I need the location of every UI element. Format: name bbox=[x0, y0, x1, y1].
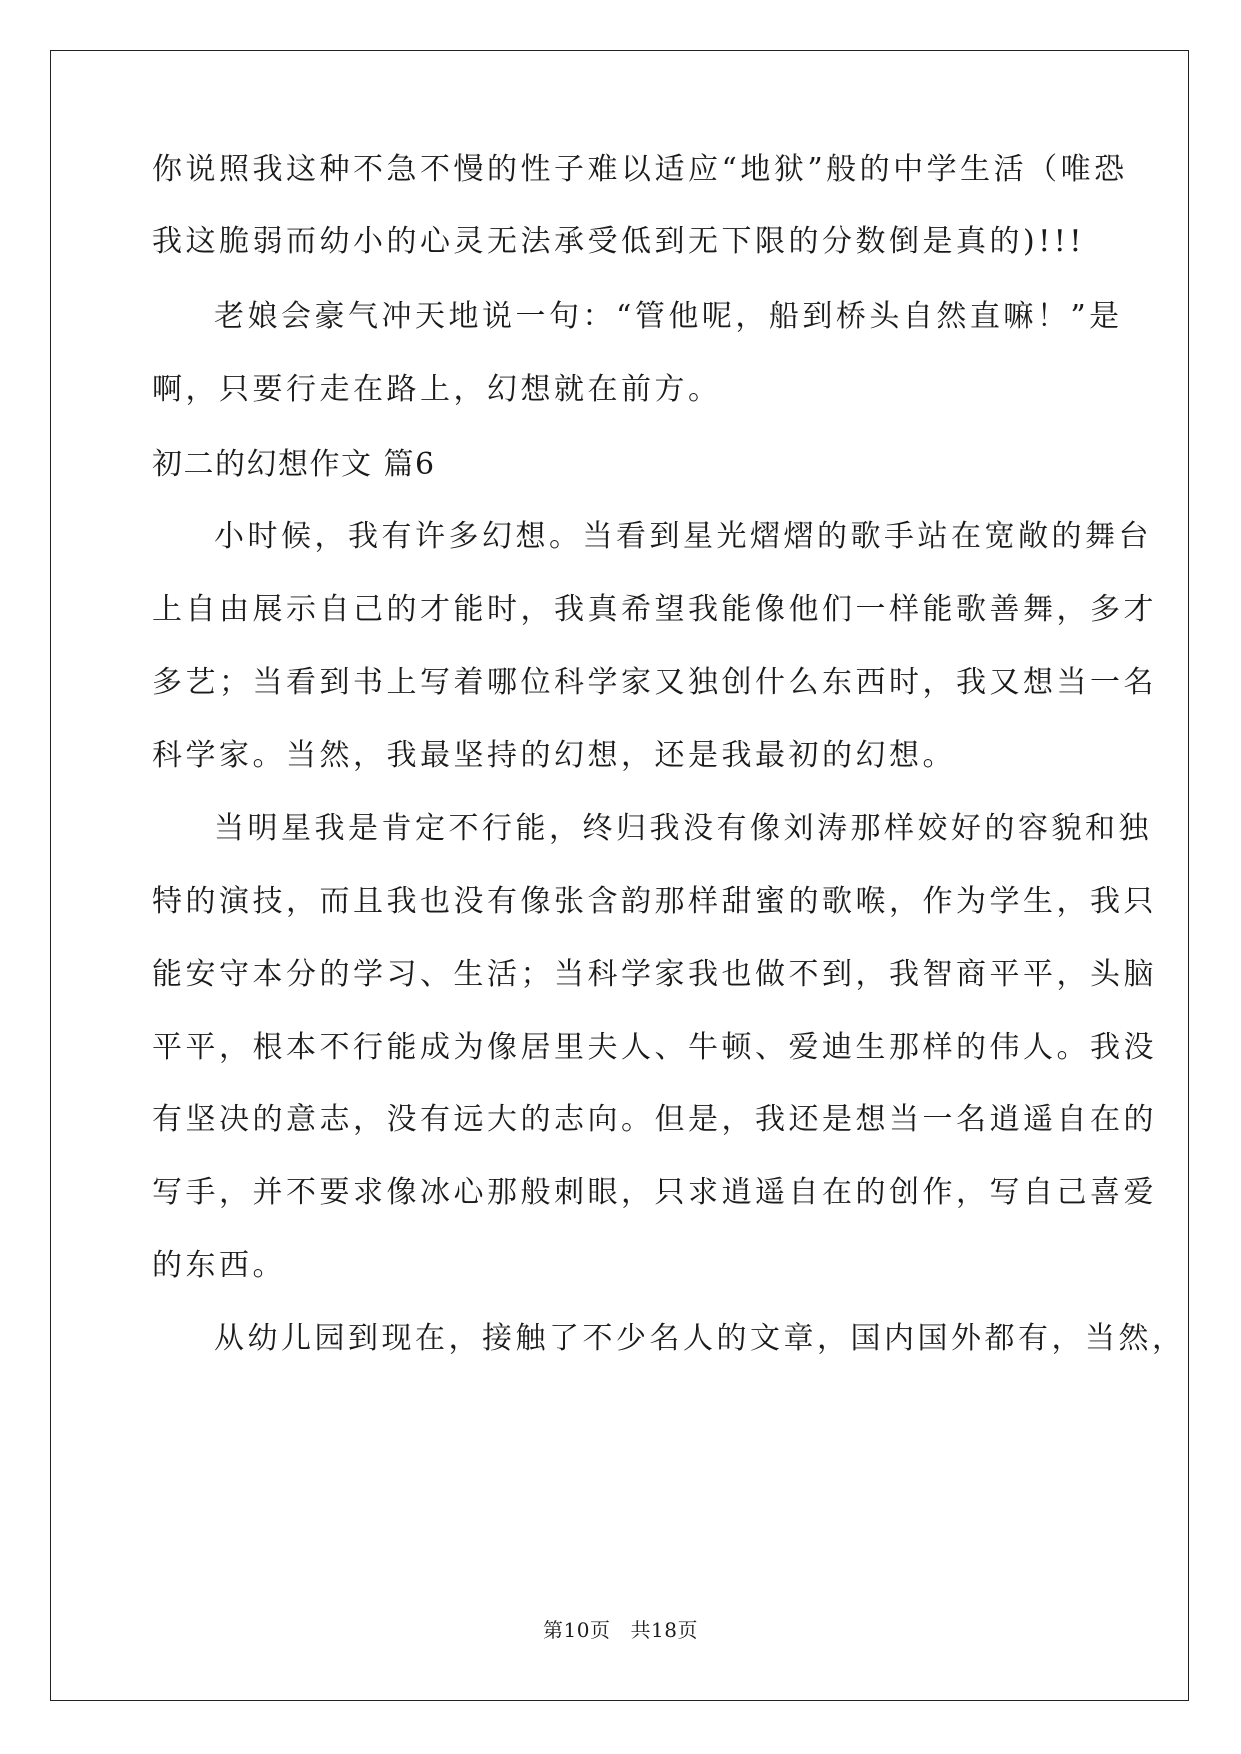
paragraph-line: 多艺；当看到书上写着哪位科学家又独创什么东西时，我又想当一名 bbox=[152, 665, 1157, 700]
paragraph-line: 写手，并不要求像冰心那般刺眼，只求逍遥自在的创作，写自己喜爱 bbox=[152, 1175, 1157, 1210]
paragraph-line: 老娘会豪气冲天地说一句：“管他呢，船到桥头自然直嘛！”是 bbox=[214, 299, 1123, 334]
paragraph-line: 平平，根本不行能成为像居里夫人、牛顿、爱迪生那样的伟人。我没 bbox=[152, 1030, 1157, 1065]
paragraph-line: 能安守本分的学习、生活；当科学家我也做不到，我智商平平，头脑 bbox=[152, 957, 1157, 992]
paragraph-line: 小时候，我有许多幻想。当看到星光熠熠的歌手站在宽敞的舞台 bbox=[214, 519, 1152, 554]
paragraph-line: 你说照我这种不急不慢的性子难以适应“地狱”般的中学生活（唯恐 bbox=[152, 152, 1128, 187]
paragraph-line: 啊，只要行走在路上，幻想就在前方。 bbox=[152, 372, 722, 407]
paragraph-line: 有坚决的意志，没有远大的志向。但是，我还是想当一名逍遥自在的 bbox=[152, 1102, 1157, 1137]
page-total: 共18页 bbox=[630, 1618, 698, 1642]
paragraph-line: 从幼儿园到现在，接触了不少名人的文章，国内国外都有，当然， bbox=[214, 1321, 1186, 1356]
paragraph-line: 特的演技，而且我也没有像张含韵那样甜蜜的歌喉，作为学生，我只 bbox=[152, 884, 1157, 919]
paragraph-line: 的东西。 bbox=[152, 1248, 286, 1283]
paragraph-line: 科学家。当然，我最坚持的幻想，还是我最初的幻想。 bbox=[152, 738, 956, 773]
paragraph-line: 上自由展示自己的才能时，我真希望我能像他们一样能歌善舞，多才 bbox=[152, 592, 1157, 627]
page-footer bbox=[0, 1614, 1241, 1643]
paragraph-line: 我这脆弱而幼小的心灵无法承受低到无下限的分数倒是真的)!!! bbox=[152, 224, 1085, 259]
paragraph-line: 当明星我是肯定不行能，终归我没有像刘涛那样姣好的容貌和独 bbox=[214, 811, 1152, 846]
page-number: 第10页 bbox=[543, 1618, 611, 1642]
section-heading: 初二的幻想作文 篇6 bbox=[152, 447, 436, 482]
